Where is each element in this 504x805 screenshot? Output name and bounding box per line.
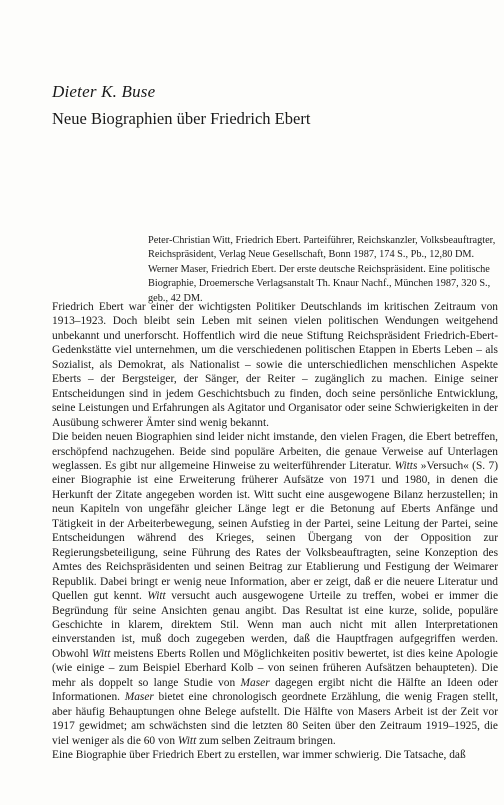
article-body <box>52 300 498 763</box>
emphasis-maser: Maser <box>124 691 154 704</box>
emphasis-witt: Witt <box>92 647 111 660</box>
paragraph-3: Eine Biographie über Friedrich Ebert zu erstellen, war immer schwierig. Die Tatsache, daß <box>52 749 466 762</box>
author-name: Dieter K. Buse <box>52 82 156 101</box>
emphasis-witts: Witts <box>394 459 418 472</box>
reference-maser: Werner Maser, Friedrich Ebert. Der erste deutsche Reichspräsident. Eine politische Biographie, Droemersche Verlagsanstalt Th. Knaur Nachf., München 1987, 320 S., geb., 42 DM. <box>148 263 491 304</box>
paragraph-1: Friedrich Ebert war einer der wichtigsten Politiker Deutschlands im kritischen Zeitraum von 1913–1923. Doch bleibt sein Leben mit seinen vielen politischen Wendungen weitgehend unbekannt und unerforscht. Hoffentlich wird die neue Stiftung Reichspräsident Friedrich-Ebert-Gedenkstätte viel unternehmen, um die verschiedenen politischen Etappen in Eberts Leben – als Sozialist, als Demokrat, als Nationalist – sowie die unterschiedlichen menschlichen Aspekte Eberts – der Bergsteiger, der Sänger, der Reiter – zugänglich zu machen. Einige seiner Entscheidungen sind in jedem Geschichtsbuch zu finden, doch seine persönliche Entwicklung, seine Leistungen und Erfahrungen als Agitator und Organisator oder seine Schwierigkeiten in der Ausübung schwerer Ämter sind wenig bekannt. <box>52 301 498 429</box>
paragraph-2 <box>52 430 498 748</box>
text-run: versucht auch ausgewogene Urteile zu treffen, wobei er immer die Begründung für seine Ansichten genau angibt. Das Resultat ist eine kurze, solide, populäre Geschichte in klarem, direktem Stil. Wenn man auch nicht mit allen Interpretationen einverstanden ist, muß doch zugegeben werden, daß die Hauptfragen aufgegriffen werden. Obwohl <box>52 590 498 660</box>
text-run: bietet eine chronologisch geordnete Erzählung, die wenig Fragen stellt, aber häufig Behauptungen ohne Belege aufstellt. Die Hälfte von Masers Arbeit ist der Zeit vor 1917 gewidmet; am schwächsten sind die letzten 80 Seiten über den Zeitraum 1919–1925, die viel weniger als die 60 von <box>52 691 498 747</box>
emphasis-maser: Maser <box>240 676 270 689</box>
text-run: dagegen ergibt nicht die Hälfte an Ideen oder Informationen. <box>52 676 498 704</box>
emphasis-witt: Witt <box>147 590 166 603</box>
reference-witt: Peter-Christian Witt, Friedrich Ebert. Parteiführer, Reichskanzler, Volksbeauftragter, Reichspräsident, Verlag Neue Gesellschaft, Bonn 1987, 174 S., Pb., 12,80 DM. <box>148 235 496 261</box>
article-title: Neue Biographien über Friedrich Ebert <box>52 109 311 128</box>
text-run: meistens Eberts Rollen und Möglichkeiten positiv bewertet, ist dies keine Apologie (wie einige – zum Beispiel Eberhard Kolb – von seinen früheren Aufsätzen behaupteten). Die mehr als doppelt so lange Studie von <box>52 647 498 689</box>
text-run: zum selben Zeitraum bringen. <box>196 734 336 747</box>
reviewed-books <box>148 234 500 306</box>
emphasis-witt: Witt <box>177 734 197 747</box>
text-run: Die beiden neuen Biographien sind leider nicht imstande, den vielen Fragen, die Ebert betreffen, erschöpfend nachzugehen. Beide sind populäre Arbeiten, die genaue Verweise auf Unterlagen weglassen. Es gibt nur allgemeine Hinweise zu weiterführender Literatur. <box>52 431 498 472</box>
text-run: »Versuch« (S. 7) einer Biographie ist eine Erweiterung früherer Aufsätze von 1971 und 1980, in denen die Herkunft der Zitate angegeben worden ist. Witt sucht eine ausgewogene Bilanz herzustellen; in neun Kapiteln von ungefähr gleicher Länge legt er die Betonung auf Eberts Anfänge und Tätigkeit in der Arbeiterbewegung, seinen Aufstieg in der Partei, seine Leitung der Partei, seine Entscheidungen während des Krieges, seinen Übergang von der Opposition zur Regierungsbeteiligung, seine Führung des Rates der Volksbeauftragten, seine Konzeption des Amtes des Reichspräsidenten und seinen Beitrag zur Etablierung und Festigung der Weimarer Republik. Dabei bringt er wenig neue Information, aber er zeigt, daß er die neuere Literatur und Quellen gut kennt. <box>52 459 498 603</box>
